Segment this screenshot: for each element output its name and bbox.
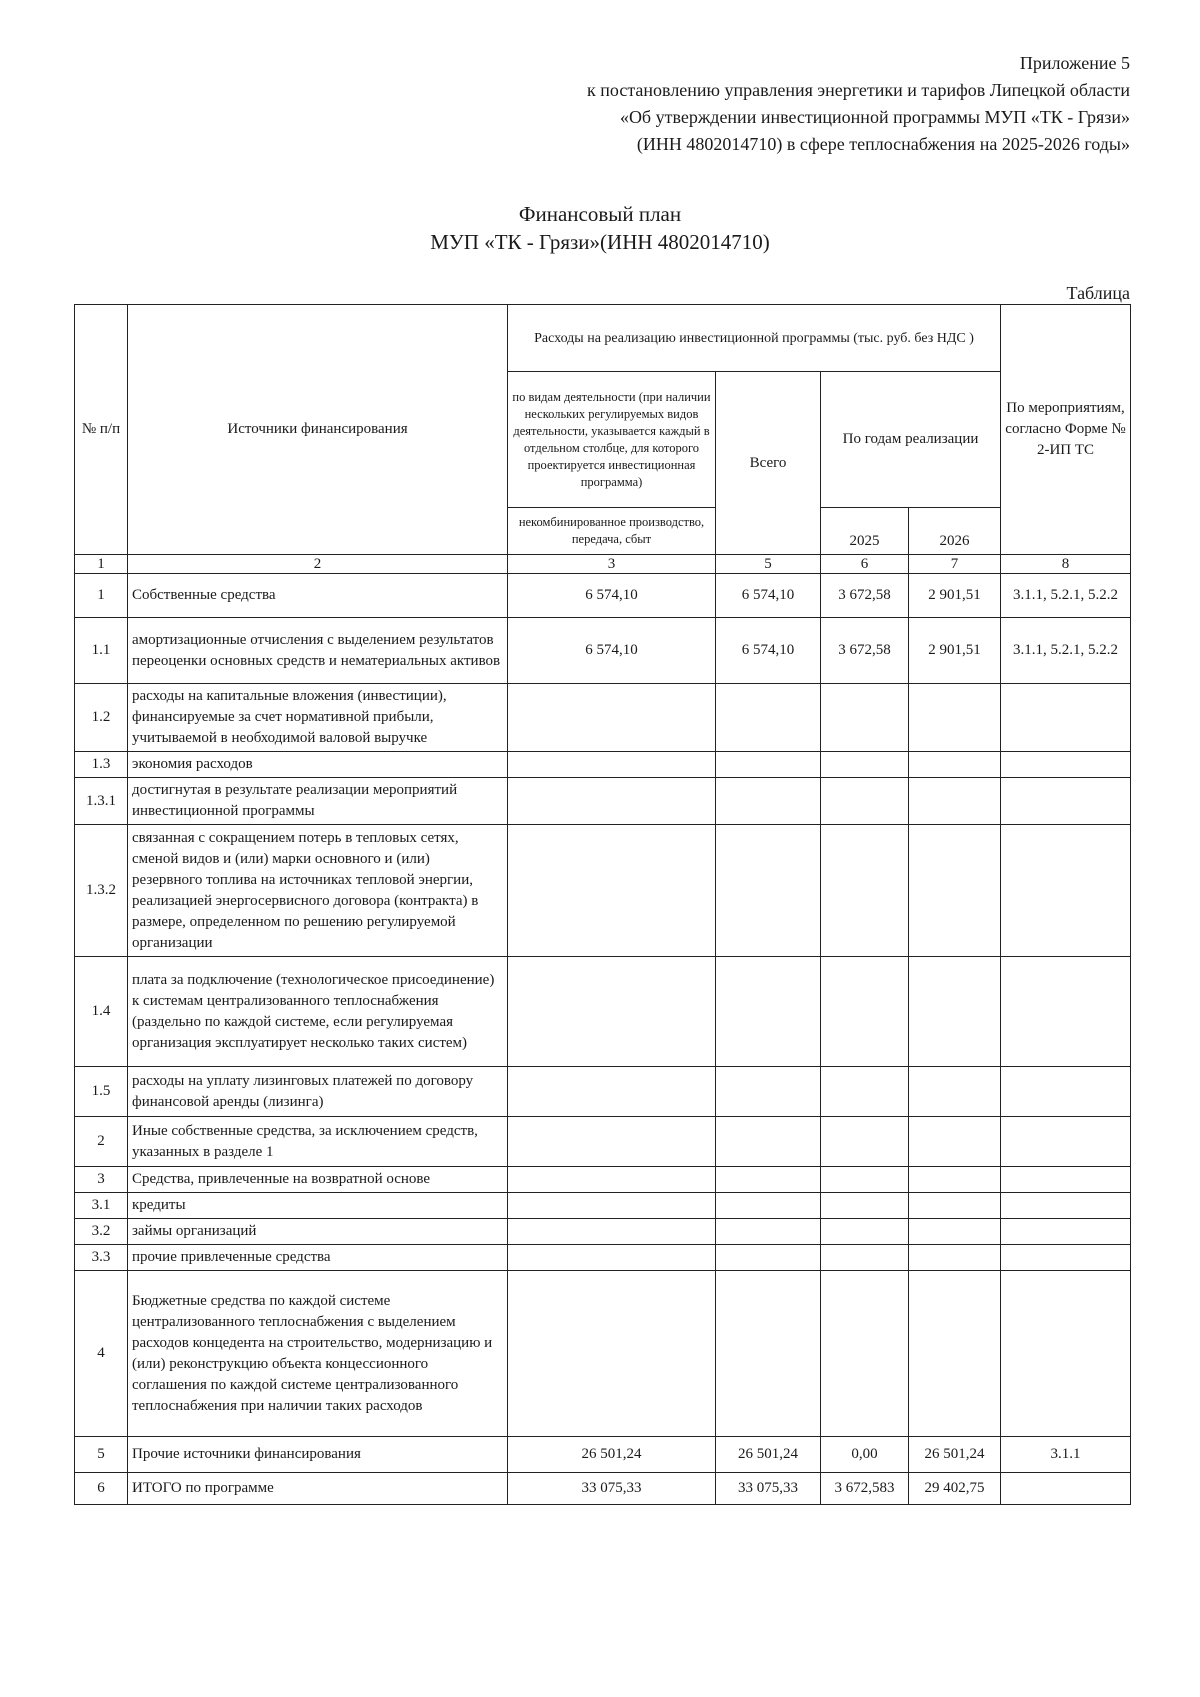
row-activity-value	[508, 1245, 716, 1271]
row-measures-value	[1001, 1219, 1131, 1245]
table-caption: Таблица	[1066, 283, 1130, 303]
header-num: № п/п	[75, 305, 128, 555]
row-number: 5	[75, 1437, 128, 1473]
row-source-name: Средства, привлеченные на возвратной основе	[128, 1167, 508, 1193]
row-2026-value	[909, 778, 1001, 825]
table-row	[75, 1219, 1131, 1245]
row-2025-value	[821, 825, 909, 957]
row-measures-value	[1001, 825, 1131, 957]
row-activity-value	[508, 778, 716, 825]
column-number: 1	[75, 555, 128, 574]
row-2026-value	[909, 1067, 1001, 1117]
table-row	[75, 1117, 1131, 1167]
row-activity-value	[508, 684, 716, 752]
row-2026-value	[909, 957, 1001, 1067]
row-source-name: расходы на капитальные вложения (инвестиции), финансируемые за счет нормативной прибыли, учитываемой в необходимой валовой выручке	[128, 684, 508, 752]
row-2026-value	[909, 1193, 1001, 1219]
row-measures-value	[1001, 1245, 1131, 1271]
column-number: 3	[508, 555, 716, 574]
resolution-title-cont: (ИНН 4802014710) в сфере теплоснабжения на 2025-2026 годы»	[636, 134, 1130, 154]
row-2025-value: 3 672,58	[821, 618, 909, 684]
row-source-name: Прочие источники финансирования	[128, 1437, 508, 1473]
row-2026-value: 29 402,75	[909, 1473, 1001, 1505]
column-numbers-row	[75, 555, 1131, 574]
document-title	[0, 200, 1200, 256]
row-total-value	[716, 1193, 821, 1219]
row-measures-value	[1001, 778, 1131, 825]
row-2025-value	[821, 1117, 909, 1167]
row-2025-value	[821, 1067, 909, 1117]
header-activity-type: некомбинированное производство, передача, сбыт	[508, 508, 716, 555]
table-body	[75, 574, 1131, 1505]
row-number: 3.1	[75, 1193, 128, 1219]
row-source-name: экономия расходов	[128, 752, 508, 778]
table-row	[75, 684, 1131, 752]
row-number: 1.4	[75, 957, 128, 1067]
table-row	[75, 957, 1131, 1067]
row-number: 6	[75, 1473, 128, 1505]
row-2025-value	[821, 1271, 909, 1437]
row-2026-value	[909, 1219, 1001, 1245]
row-activity-value	[508, 1117, 716, 1167]
row-total-value	[716, 957, 821, 1067]
row-source-name: займы организаций	[128, 1219, 508, 1245]
table-row	[75, 1271, 1131, 1437]
row-total-value	[716, 684, 821, 752]
row-activity-value: 33 075,33	[508, 1473, 716, 1505]
row-number: 3.3	[75, 1245, 128, 1271]
row-source-name: плата за подключение (технологическое присоединение) к системам централизованного теплоснабжения (раздельно по каждой системе, если регулируемая организация эксплуатирует несколько таких систем)	[128, 957, 508, 1067]
row-2026-value: 2 901,51	[909, 618, 1001, 684]
table-row	[75, 825, 1131, 957]
row-2025-value	[821, 1167, 909, 1193]
row-activity-value: 26 501,24	[508, 1437, 716, 1473]
row-source-name: связанная с сокращением потерь в тепловых сетях, сменой видов и (или) марки основного и (или) резервного топлива на источниках тепловой энергии, реализацией энергосервисного договора (контракта) в размере, определенном по решению регулируемой организации	[128, 825, 508, 957]
row-2025-value	[821, 684, 909, 752]
row-total-value: 6 574,10	[716, 574, 821, 618]
row-source-name: кредиты	[128, 1193, 508, 1219]
row-total-value	[716, 752, 821, 778]
row-2025-value: 3 672,58	[821, 574, 909, 618]
row-source-name: ИТОГО по программе	[128, 1473, 508, 1505]
row-activity-value	[508, 1271, 716, 1437]
row-2025-value: 3 672,583	[821, 1473, 909, 1505]
row-measures-value	[1001, 1067, 1131, 1117]
row-activity-value	[508, 1193, 716, 1219]
table-row	[75, 618, 1131, 684]
row-measures-value	[1001, 1167, 1131, 1193]
row-number: 2	[75, 1117, 128, 1167]
row-number: 1.2	[75, 684, 128, 752]
row-total-value	[716, 825, 821, 957]
header-by-activity: по видам деятельности (при наличии нескольких регулируемых видов деятельности, указывается каждый в отдельном столбце, для которого проектируется инвестиционная программа)	[508, 372, 716, 508]
row-total-value	[716, 1245, 821, 1271]
row-activity-value: 6 574,10	[508, 618, 716, 684]
row-2026-value	[909, 1117, 1001, 1167]
row-measures-value: 3.1.1, 5.2.1, 5.2.2	[1001, 618, 1131, 684]
row-measures-value	[1001, 1271, 1131, 1437]
row-number: 3	[75, 1167, 128, 1193]
table-header	[75, 305, 1131, 574]
row-source-name: амортизационные отчисления с выделением результатов переоценки основных средств и нематериальных активов	[128, 618, 508, 684]
row-activity-value	[508, 1067, 716, 1117]
row-activity-value	[508, 957, 716, 1067]
row-2025-value	[821, 752, 909, 778]
header-source: Источники финансирования	[128, 305, 508, 555]
column-number: 2	[128, 555, 508, 574]
table-row	[75, 1067, 1131, 1117]
column-number: 5	[716, 555, 821, 574]
row-2026-value	[909, 1245, 1001, 1271]
table-row	[75, 1473, 1131, 1505]
row-total-value: 26 501,24	[716, 1437, 821, 1473]
row-2025-value	[821, 1193, 909, 1219]
row-total-value	[716, 1067, 821, 1117]
title-line-1: Финансовый план	[518, 202, 682, 226]
row-total-value	[716, 1117, 821, 1167]
row-total-value	[716, 1167, 821, 1193]
row-2026-value: 26 501,24	[909, 1437, 1001, 1473]
row-total-value	[716, 1219, 821, 1245]
row-measures-value	[1001, 752, 1131, 778]
column-number: 7	[909, 555, 1001, 574]
header-by-years: По годам реализации	[821, 372, 1001, 508]
row-total-value	[716, 778, 821, 825]
document-header	[587, 50, 1130, 158]
row-measures-value	[1001, 1193, 1131, 1219]
row-total-value: 33 075,33	[716, 1473, 821, 1505]
column-number: 6	[821, 555, 909, 574]
row-number: 1.5	[75, 1067, 128, 1117]
row-measures-value	[1001, 684, 1131, 752]
row-number: 1.3	[75, 752, 128, 778]
row-total-value: 6 574,10	[716, 618, 821, 684]
resolution-reference: к постановлению управления энергетики и тарифов Липецкой области	[587, 80, 1130, 100]
row-2026-value	[909, 1167, 1001, 1193]
row-2026-value	[909, 825, 1001, 957]
row-activity-value	[508, 1219, 716, 1245]
row-measures-value	[1001, 1117, 1131, 1167]
row-source-name: Собственные средства	[128, 574, 508, 618]
row-number: 1.1	[75, 618, 128, 684]
resolution-title: «Об утверждении инвестиционной программы МУП «ТК - Грязи»	[619, 107, 1130, 127]
table-row	[75, 1193, 1131, 1219]
row-total-value	[716, 1271, 821, 1437]
row-measures-value	[1001, 957, 1131, 1067]
row-number: 1.3.1	[75, 778, 128, 825]
header-total: Всего	[716, 372, 821, 555]
header-year-2026: 2026	[909, 508, 1001, 555]
table-row	[75, 1167, 1131, 1193]
row-2026-value	[909, 752, 1001, 778]
table-row	[75, 574, 1131, 618]
row-measures-value	[1001, 1473, 1131, 1505]
row-number: 1	[75, 574, 128, 618]
row-source-name: достигнутая в результате реализации мероприятий инвестиционной программы	[128, 778, 508, 825]
table-row	[75, 752, 1131, 778]
row-2025-value	[821, 1245, 909, 1271]
row-2025-value	[821, 957, 909, 1067]
financial-plan-table	[74, 304, 1131, 1505]
row-2026-value	[909, 1271, 1001, 1437]
row-activity-value	[508, 1167, 716, 1193]
row-2026-value	[909, 684, 1001, 752]
row-source-name: расходы на уплату лизинговых платежей по договору финансовой аренды (лизинга)	[128, 1067, 508, 1117]
row-2025-value: 0,00	[821, 1437, 909, 1473]
row-number: 1.3.2	[75, 825, 128, 957]
row-source-name: прочие привлеченные средства	[128, 1245, 508, 1271]
table-row	[75, 1245, 1131, 1271]
row-2025-value	[821, 1219, 909, 1245]
row-activity-value	[508, 752, 716, 778]
appendix-number: Приложение 5	[1019, 53, 1130, 73]
title-line-2: МУП «ТК - Грязи»(ИНН 4802014710)	[430, 230, 770, 254]
header-measures: По мероприятиям, согласно Форме № 2-ИП ТС	[1001, 305, 1131, 555]
row-measures-value: 3.1.1	[1001, 1437, 1131, 1473]
row-activity-value: 6 574,10	[508, 574, 716, 618]
row-number: 4	[75, 1271, 128, 1437]
row-activity-value	[508, 825, 716, 957]
row-number: 3.2	[75, 1219, 128, 1245]
header-year-2025: 2025	[821, 508, 909, 555]
column-number: 8	[1001, 555, 1131, 574]
row-measures-value: 3.1.1, 5.2.1, 5.2.2	[1001, 574, 1131, 618]
row-source-name: Иные собственные средства, за исключением средств, указанных в разделе 1	[128, 1117, 508, 1167]
table-row	[75, 1437, 1131, 1473]
row-source-name: Бюджетные средства по каждой системе централизованного теплоснабжения с выделением расходов концедента на строительство, модернизацию и (или) реконструкцию объекта концессионного соглашения по каждой системе централизованного теплоснабжения при наличии таких расходов	[128, 1271, 508, 1437]
row-2026-value: 2 901,51	[909, 574, 1001, 618]
table-row	[75, 778, 1131, 825]
row-2025-value	[821, 778, 909, 825]
header-expenses: Расходы на реализацию инвестиционной программы (тыс. руб. без НДС )	[508, 305, 1001, 372]
